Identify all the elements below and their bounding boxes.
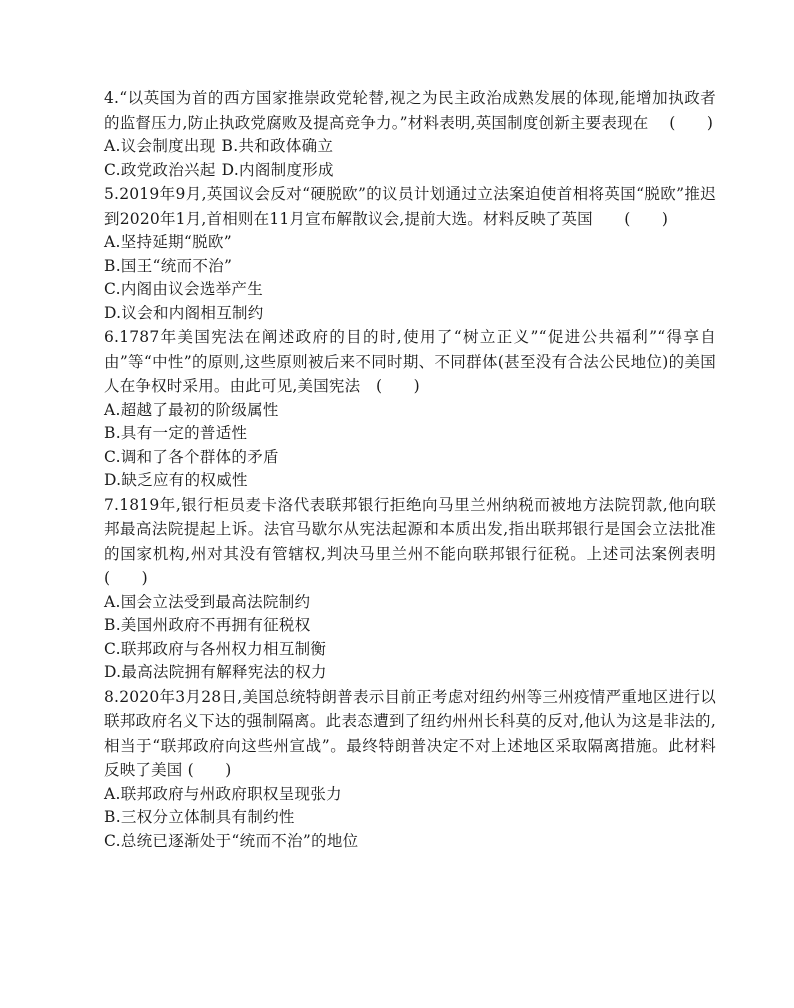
question-6 <box>104 325 716 493</box>
question-stem: 5.2019年9月,英国议会反对“硬脱欧”的议员计划通过立法案迫使首相将英国“脱欧”推迟到2020年1月,首相则在11月宣布解散议会,提前大选。材料反映了英国 ( ) <box>104 185 716 228</box>
question-stem: 4.“以英国为首的西方国家推崇政党轮替,视之为民主政治成熟发展的体现,能增加执政者的监督压力,防止执政党腐败及提高竞争力。”材料表明,英国制度创新主要表现在 ( ) <box>104 89 716 132</box>
option-a: A.联邦政府与州政府职权呈现张力 <box>104 784 342 803</box>
option-a: A.坚持延期“脱欧” <box>104 233 232 251</box>
question-5 <box>104 182 716 325</box>
option-a: A.议会制度出现 <box>104 137 216 155</box>
option-d: D.缺乏应有的权威性 <box>104 471 248 489</box>
option-row <box>104 135 716 159</box>
option-b: B.三权分立体制具有制约性 <box>104 808 295 826</box>
question-stem: 6.1787年美国宪法在阐述政府的目的时,使用了“树立正义”“促进公共福利”“得享自由”等“中性”的原则,这些原则被后来不同时期、不同群体(甚至没有合法公民地位)的美国人在争权时采用。由此可见,美国宪法 ( ) <box>104 328 716 395</box>
option-d: D.最高法院拥有解释宪法的权力 <box>104 663 327 681</box>
option-b: B.共和政体确立 <box>221 137 334 155</box>
option-b: B.具有一定的普适性 <box>104 424 248 442</box>
question-7 <box>104 493 748 685</box>
option-b: B.国王“统而不治” <box>104 256 233 275</box>
option-c: C.总统已逐渐处于“统而不治”的地位 <box>104 831 359 850</box>
option-b: B.美国州政府不再拥有征税权 <box>104 616 311 634</box>
option-d: D.内阁制度形成 <box>221 160 334 179</box>
option-row <box>104 159 716 183</box>
option-c: C.内阁由议会选举产生 <box>104 280 264 298</box>
option-a: A.国会立法受到最高法院制约 <box>104 592 311 611</box>
question-4 <box>104 86 716 182</box>
option-c: C.政党政治兴起 <box>104 160 216 179</box>
question-8 <box>104 685 716 854</box>
question-stem: 8.2020年3月28日,美国总统特朗普表示目前正考虑对纽约州等三州疫情严重地区进行以联邦政府名义下达的强制隔离。此表态遭到了纽约州州长科莫的反对,他认为这是非法的,相当于“联邦政府向这些州宣战”。最终特朗普决定不对上述地区采取隔离措施。此材料反映了美国 ( ) <box>104 687 716 779</box>
option-d: D.议会和内阁相互制约 <box>104 303 264 322</box>
question-stem: 7.1819年,银行柜员麦卡洛代表联邦银行拒绝向马里兰州纳税而被地方法院罚款,他向联邦最高法院提起上诉。法官马歇尔从宪法起源和本质出发,指出联邦银行是国会立法批准的国家机构,州对其没有管辖权,判决马里兰州不能向联邦银行征税。上述司法案例表明 ( ) <box>104 495 748 587</box>
option-c: C.联邦政府与各州权力相互制衡 <box>104 639 327 658</box>
option-a: A.超越了最初的阶级属性 <box>104 400 279 419</box>
exam-page <box>104 86 748 853</box>
option-c: C.调和了各个群体的矛盾 <box>104 447 279 466</box>
